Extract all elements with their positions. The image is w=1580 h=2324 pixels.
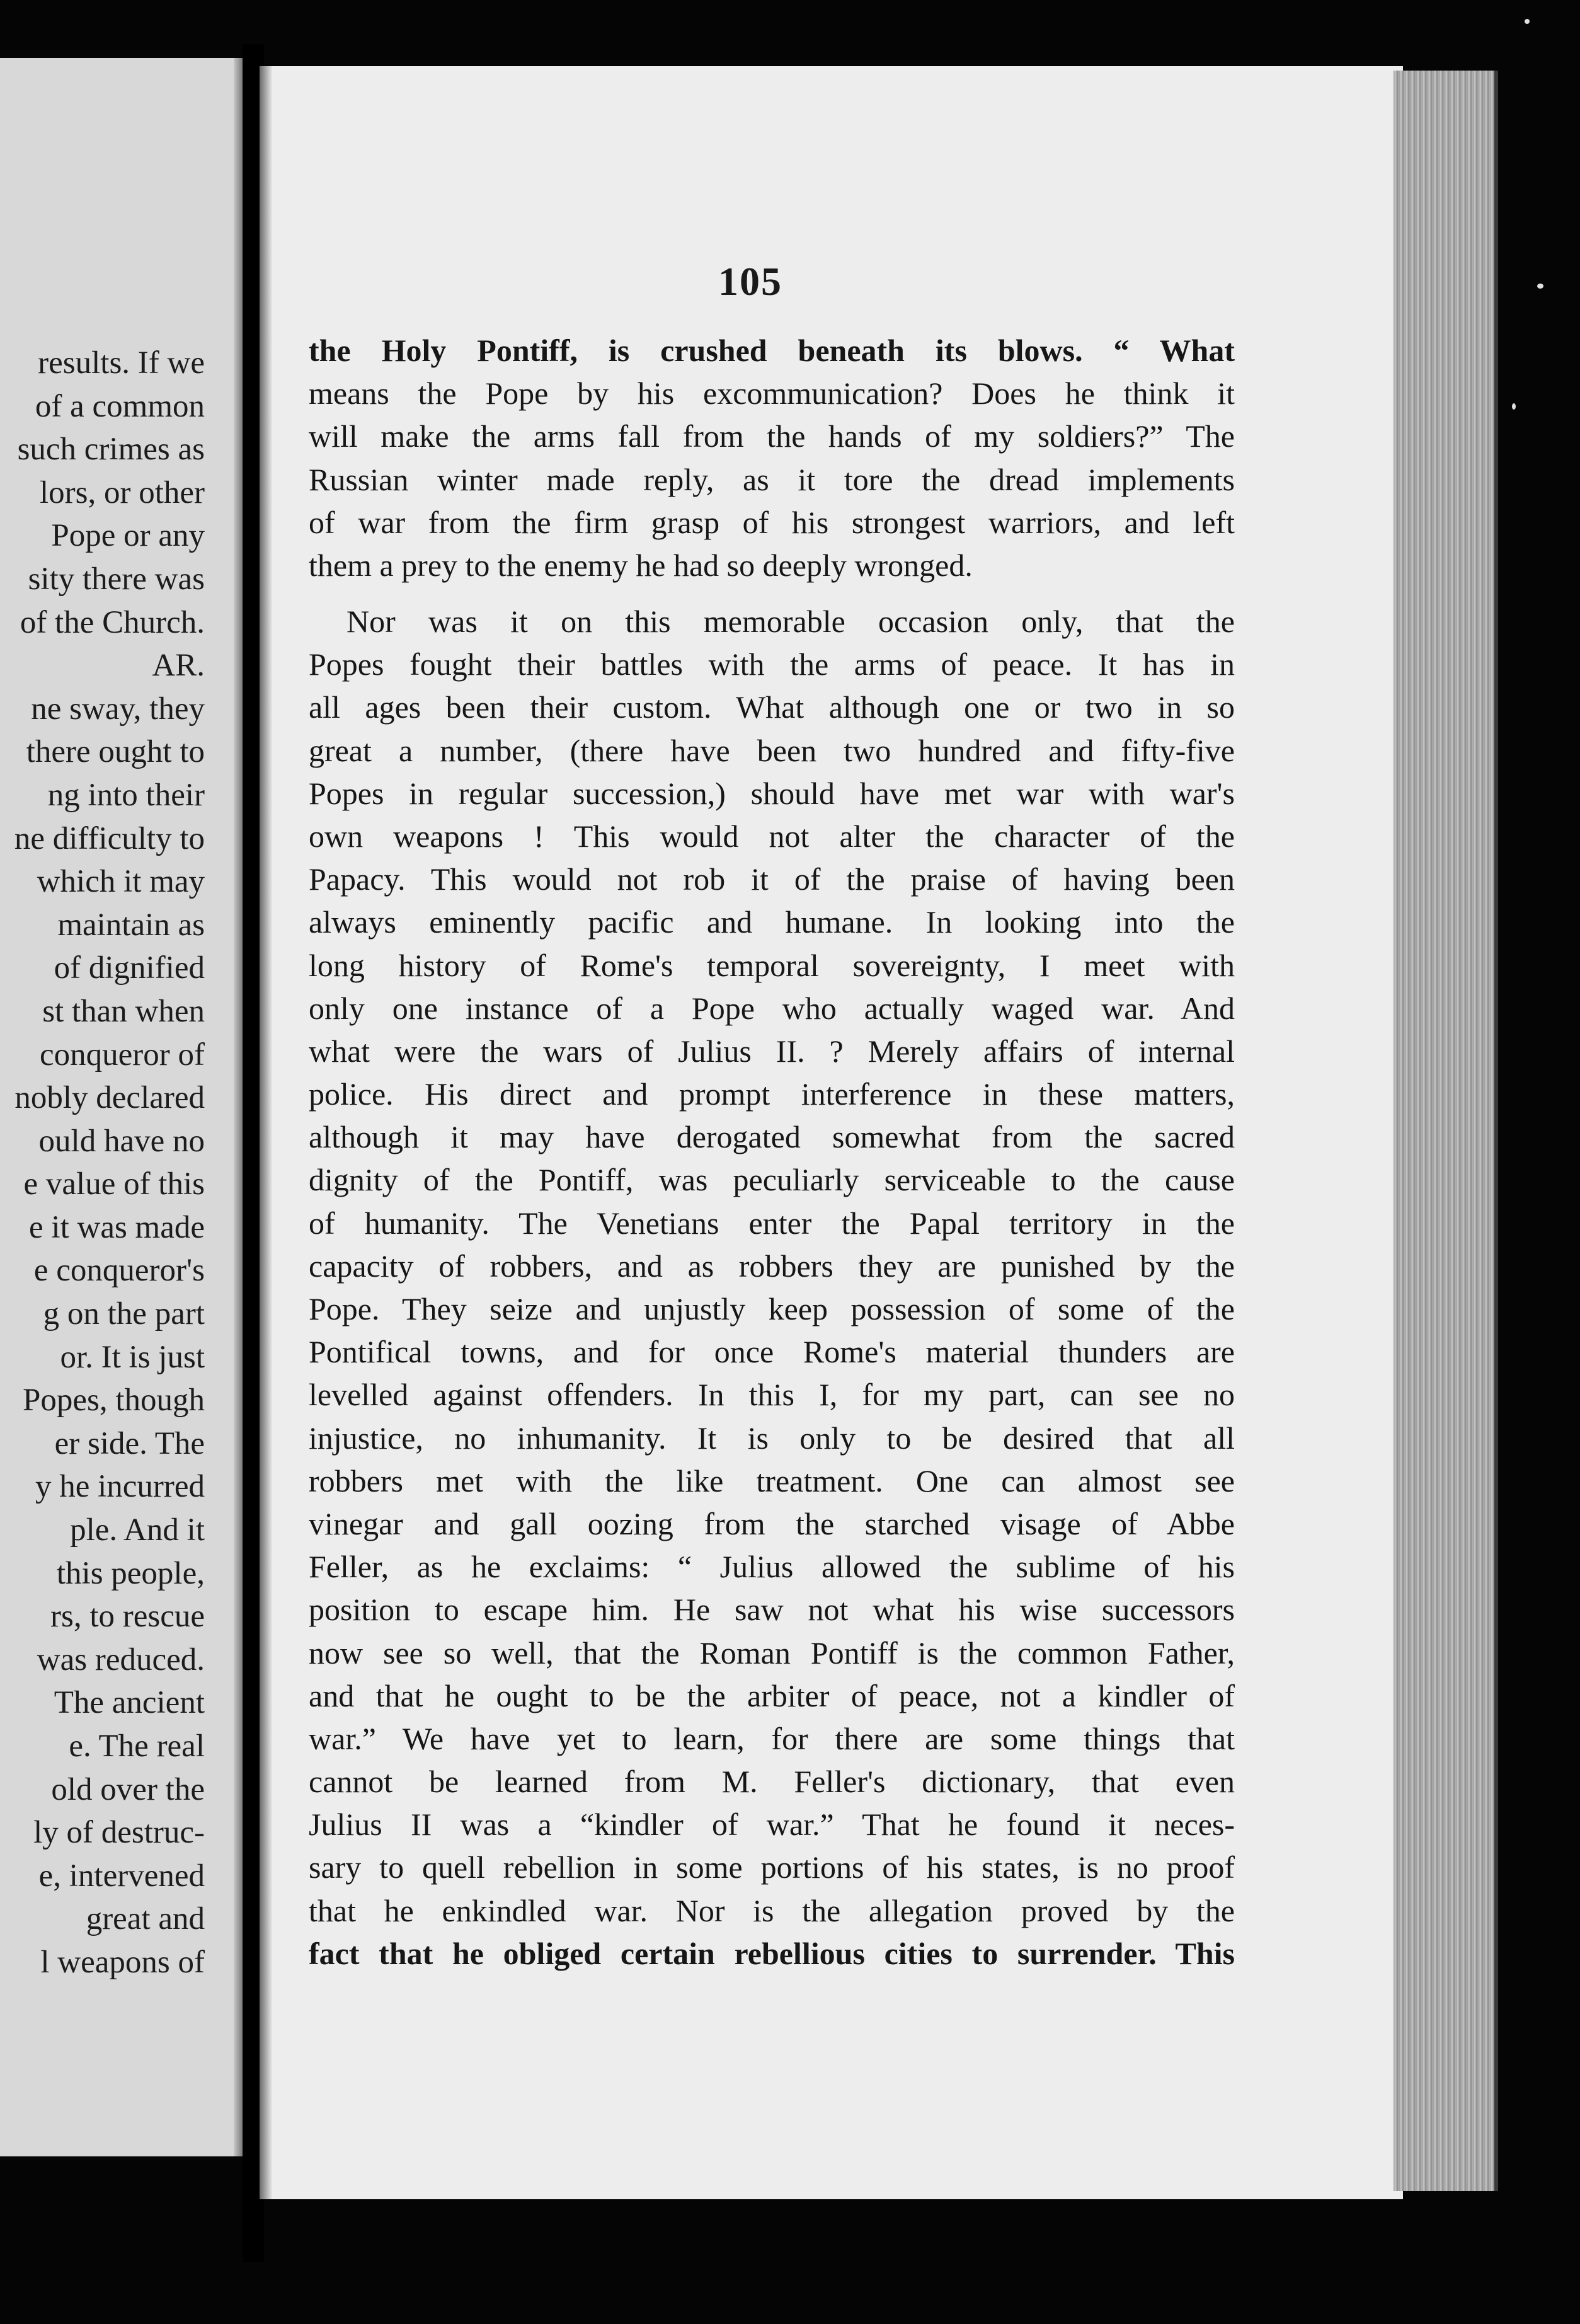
left-text-line: ple. And it — [70, 1512, 205, 1548]
left-text-line: ly of destruc- — [33, 1815, 205, 1851]
left-text-line: of dignified — [54, 950, 205, 986]
left-text-line: l weapons of — [40, 1944, 205, 1980]
left-text-line: y he incurred — [35, 1469, 205, 1505]
text-line: only one instance of a Pope who actually waged war. And — [309, 990, 1235, 1026]
text-line: capacity of robbers, and as robbers they are punished by the — [309, 1248, 1235, 1284]
text-line: of war from the firm grasp of his strongest warriors, and left — [309, 504, 1235, 540]
left-text-line: this people, — [56, 1555, 205, 1591]
text-line: Feller, as he exclaims: “ Julius allowed the sublime of his — [309, 1549, 1235, 1585]
left-text-line: nobly declared — [14, 1080, 205, 1116]
left-text-line: rs, to rescue — [50, 1599, 205, 1635]
text-line: great a number, (there have been two hundred and fifty-five — [309, 732, 1235, 768]
left-text-line: which it may — [37, 864, 205, 900]
left-facing-page — [0, 58, 243, 2156]
left-text-line: there ought to — [26, 734, 205, 770]
left-text-line: st than when — [42, 993, 205, 1029]
left-text-line: The ancient — [54, 1685, 205, 1721]
scan-speck — [1525, 19, 1530, 24]
text-line: levelled against offenders. In this I, for my part, can see no — [309, 1377, 1235, 1413]
left-text-line: g on the part — [43, 1296, 205, 1332]
left-text-line: Popes, though — [22, 1383, 205, 1418]
text-line: cannot be learned from M. Feller's dictionary, that even — [309, 1764, 1235, 1800]
left-text-line: e value of this — [23, 1166, 205, 1202]
text-line: Papacy. This would not rob it of the praise of having been — [309, 861, 1235, 897]
text-line: position to escape him. He saw not what his wise successors — [309, 1592, 1235, 1628]
left-text-line: e, intervened — [38, 1858, 205, 1894]
text-line: and that he ought to be the arbiter of peace, not a kindler of — [309, 1677, 1235, 1713]
left-text-line: lors, or other — [39, 475, 205, 510]
left-text-line: ne difficulty to — [14, 820, 205, 856]
text-line: will make the arms fall from the hands of my soldiers?” The — [309, 418, 1235, 454]
text-line: injustice, no inhumanity. It is only to be desired that all — [309, 1420, 1235, 1456]
left-text-line: ne sway, they — [31, 691, 205, 727]
left-text-line: ould have no — [38, 1123, 205, 1159]
left-text-line: of the Church. — [20, 604, 205, 640]
left-text-line: AR. — [152, 648, 205, 684]
left-text-line: great and — [86, 1901, 205, 1937]
text-line: means the Pope by his excommunication? Does he think it — [309, 376, 1235, 411]
text-line: always eminently pacific and humane. In looking into the — [309, 904, 1235, 940]
left-page-text — [0, 342, 205, 1984]
left-text-line: er side. The — [54, 1425, 205, 1461]
left-text-line: conqueror of — [40, 1037, 205, 1073]
page-fore-edge — [1394, 71, 1498, 2191]
text-line: vinegar and gall oozing from the starched visage of Abbe — [309, 1505, 1235, 1541]
scan-speck — [1537, 284, 1543, 289]
text-line: Popes in regular succession,) should have met war with war's — [309, 775, 1235, 811]
text-line: the Holy Pontiff, is crushed beneath its blows. “ What — [309, 333, 1235, 368]
text-line: what were the wars of Julius II. ? Merely affairs of internal — [309, 1033, 1235, 1069]
left-text-line: sity there was — [28, 561, 205, 597]
left-text-line: was reduced. — [37, 1642, 205, 1677]
page-number: 105 — [718, 259, 782, 304]
text-line: own weapons ! This would not alter the character of the — [309, 818, 1235, 854]
text-line: Julius II was a “kindler of war.” That he found it neces- — [309, 1807, 1235, 1843]
scan-speck — [1512, 403, 1516, 410]
text-line: now see so well, that the Roman Pontiff is the common Father, — [309, 1635, 1235, 1671]
text-line: sary to quell rebellion in some portions of his states, is no proof — [309, 1849, 1235, 1885]
text-line: Pontifical towns, and for once Rome's material thunders are — [309, 1334, 1235, 1370]
text-line: of humanity. The Venetians enter the Papal territory in the — [309, 1205, 1235, 1241]
left-text-line: results. If we — [38, 345, 205, 381]
text-line: fact that he obliged certain rebellious cities to surrender. This — [309, 1935, 1235, 1971]
left-text-line: old over the — [51, 1771, 205, 1807]
left-text-line: maintain as — [57, 907, 205, 943]
text-line: war.” We have yet to learn, for there are some things that — [309, 1720, 1235, 1756]
left-text-line: of a common — [35, 388, 205, 424]
text-line: Popes fought their battles with the arms of peace. It has in — [309, 647, 1235, 682]
text-line: robbers met with the like treatment. One can almost see — [309, 1463, 1235, 1499]
text-line: police. His direct and prompt interference in these matters, — [309, 1076, 1235, 1112]
text-line: Nor was it on this memorable occasion only, that the — [346, 604, 1235, 639]
left-text-line: or. It is just — [60, 1339, 205, 1375]
text-line: all ages been their custom. What although one or two in so — [309, 689, 1235, 725]
text-line: long history of Rome's temporal sovereignty, I meet with — [309, 947, 1235, 983]
left-text-line: e it was made — [29, 1209, 205, 1245]
left-text-line: such crimes as — [17, 432, 205, 468]
left-text-line: ng into their — [47, 777, 205, 813]
text-line: Russian winter made reply, as it tore the dread implements — [309, 461, 1235, 497]
paragraph-2 — [309, 600, 1235, 1975]
text-line: that he enkindled war. Nor is the allegation proved by the — [309, 1892, 1235, 1928]
left-text-line: Pope or any — [51, 518, 205, 554]
text-line: although it may have derogated somewhat from the sacred — [309, 1119, 1235, 1155]
left-text-line: e. The real — [69, 1729, 205, 1764]
text-line: them a prey to the enemy he had so deeply wronged. — [309, 547, 973, 583]
text-line: dignity of the Pontiff, was peculiarly serviceable to the cause — [309, 1162, 1235, 1198]
paragraph-1 — [309, 329, 1235, 587]
left-text-line: e conqueror's — [33, 1253, 205, 1289]
text-line: Pope. They seize and unjustly keep possession of some of the — [309, 1291, 1235, 1326]
